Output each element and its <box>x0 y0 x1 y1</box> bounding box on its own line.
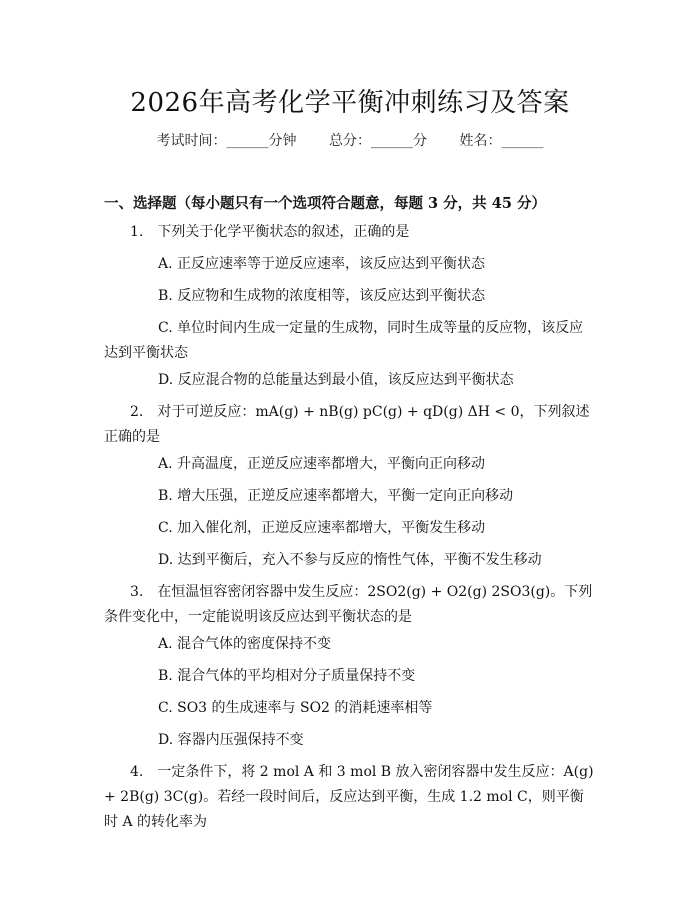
question-3-stem: 3. 在恒温恒容密闭容器中发生反应：2SO2(g) + O2(g) 2SO3(g)。下列条件变化中，一定能说明该反应达到平衡状态的是 <box>104 584 593 625</box>
question-3-option-d: D. 容器内压强保持不变 <box>158 732 304 748</box>
question-1-option-a: A. 正反应速率等于逆反应速率，该反应达到平衡状态 <box>158 256 486 272</box>
document-title: 2026年高考化学平衡冲刺练习及答案 <box>130 88 570 118</box>
question-1-stem: 1. 下列关于化学平衡状态的叙述，正确的是 <box>130 224 410 240</box>
question-3-option-c: C. SO3 的生成速率与 SO2 的消耗速率相等 <box>158 700 433 716</box>
exam-info-line <box>0 130 700 150</box>
exam-time-field: 考试时间：______分钟 <box>156 133 297 149</box>
question-2-option-d: D. 达到平衡后，充入不参与反应的惰性气体，平衡不发生移动 <box>158 552 542 568</box>
total-score-field: 总分：______分 <box>329 133 427 149</box>
student-name-field: 姓名：______ <box>459 133 544 149</box>
question-2-option-b: B. 增大压强，正逆反应速率都增大，平衡一定向正向移动 <box>158 488 514 504</box>
question-4-stem: 4. 一定条件下，将 2 mol A 和 3 mol B 放入密闭容器中发生反应：A(g) + 2B(g) 3C(g)。若经一段时间后，反应达到平衡，生成 1.2 mol C，则平衡时 A 的转化率为 <box>104 764 594 830</box>
question-2-option-c: C. 加入催化剂，正逆反应速率都增大，平衡发生移动 <box>158 520 486 536</box>
question-3-option-b: B. 混合气体的平均相对分子质量保持不变 <box>158 668 416 684</box>
question-1-option-c: C. 单位时间内生成一定量的生成物，同时生成等量的反应物，该反应达到平衡状态 <box>104 320 584 361</box>
question-1-option-b: B. 反应物和生成物的浓度相等，该反应达到平衡状态 <box>158 288 486 304</box>
question-2-option-a: A. 升高温度，正逆反应速率都增大，平衡向正向移动 <box>158 456 486 472</box>
question-3-option-a: A. 混合气体的密度保持不变 <box>158 636 332 652</box>
question-1-option-d: D. 反应混合物的总能量达到最小值，该反应达到平衡状态 <box>158 372 514 388</box>
section-heading: 一、选择题（每小题只有一个选项符合题意，每题 3 分，共 45 分） <box>104 195 546 212</box>
question-2-stem: 2. 对于可逆反应：mA(g) + nB(g) pC(g) + qD(g) ΔH < 0，下列叙述正确的是 <box>104 404 590 445</box>
